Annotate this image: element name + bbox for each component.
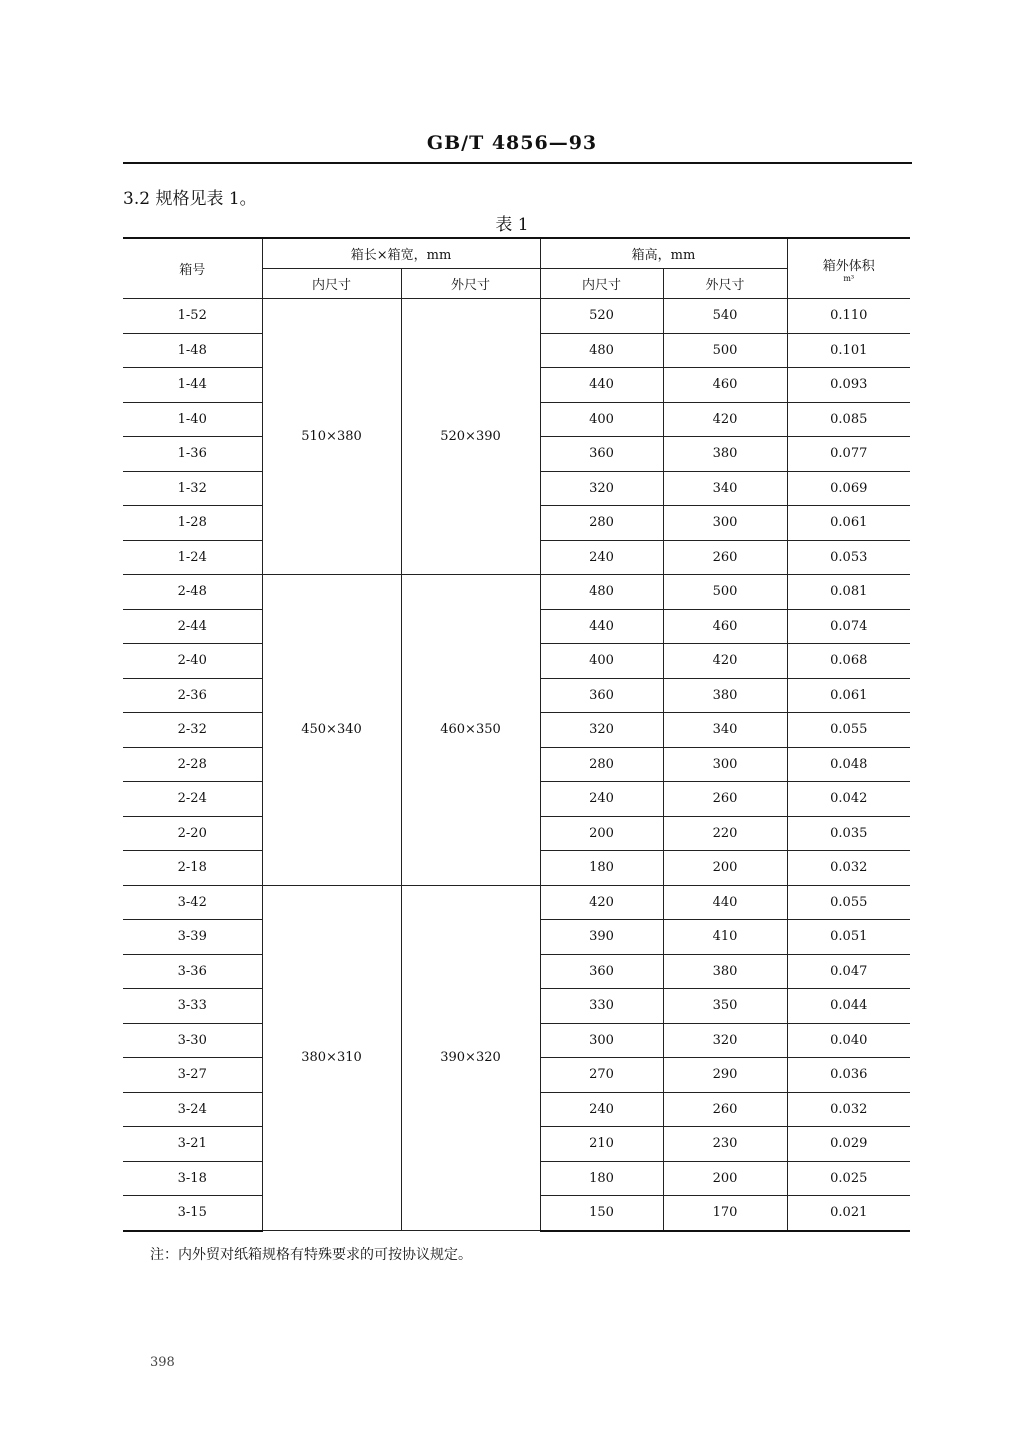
box-no-cell: 1-40	[123, 402, 262, 437]
header-volume	[787, 238, 910, 299]
inner-height-cell: 200	[540, 816, 663, 851]
outer-height-cell: 380	[663, 678, 787, 713]
inner-height-cell: 320	[540, 713, 663, 748]
box-no-cell: 1-52	[123, 299, 262, 334]
volume-cell: 0.021	[787, 1196, 910, 1231]
outer-length-width-cell: 520×390	[401, 299, 540, 575]
box-no-cell: 2-44	[123, 609, 262, 644]
header-volume-unit: m³	[843, 273, 855, 283]
inner-height-cell: 390	[540, 920, 663, 955]
table-note: 注：内外贸对纸箱规格有特殊要求的可按协议规定。	[150, 1247, 472, 1263]
outer-height-cell: 380	[663, 437, 787, 472]
outer-height-cell: 200	[663, 1161, 787, 1196]
inner-length-width-cell: 380×310	[262, 885, 401, 1231]
volume-cell: 0.053	[787, 540, 910, 575]
volume-cell: 0.044	[787, 989, 910, 1024]
volume-cell: 0.032	[787, 1092, 910, 1127]
volume-cell: 0.081	[787, 575, 910, 610]
box-no-cell: 3-21	[123, 1127, 262, 1162]
inner-height-cell: 400	[540, 644, 663, 679]
box-no-cell: 1-36	[123, 437, 262, 472]
inner-height-cell: 300	[540, 1023, 663, 1058]
outer-length-width-cell: 460×350	[401, 575, 540, 886]
outer-height-cell: 460	[663, 609, 787, 644]
volume-cell: 0.101	[787, 333, 910, 368]
box-no-cell: 3-27	[123, 1058, 262, 1093]
volume-cell: 0.077	[787, 437, 910, 472]
header-box-no: 箱号	[123, 238, 262, 299]
table-row	[123, 299, 910, 334]
box-no-cell: 1-24	[123, 540, 262, 575]
inner-height-cell: 180	[540, 1161, 663, 1196]
volume-cell: 0.029	[787, 1127, 910, 1162]
volume-cell: 0.048	[787, 747, 910, 782]
header-outer-h: 外尺寸	[663, 269, 787, 299]
inner-height-cell: 240	[540, 1092, 663, 1127]
inner-height-cell: 150	[540, 1196, 663, 1231]
spec-table	[123, 237, 910, 1232]
box-no-cell: 3-42	[123, 885, 262, 920]
volume-cell: 0.051	[787, 920, 910, 955]
outer-height-cell: 260	[663, 1092, 787, 1127]
inner-height-cell: 480	[540, 575, 663, 610]
inner-height-cell: 240	[540, 540, 663, 575]
outer-height-cell: 500	[663, 575, 787, 610]
box-no-cell: 2-18	[123, 851, 262, 886]
inner-height-cell: 400	[540, 402, 663, 437]
inner-height-cell: 420	[540, 885, 663, 920]
outer-height-cell: 230	[663, 1127, 787, 1162]
box-no-cell: 3-24	[123, 1092, 262, 1127]
inner-height-cell: 440	[540, 368, 663, 403]
header-height: 箱高，mm	[540, 238, 787, 269]
box-no-cell: 3-30	[123, 1023, 262, 1058]
box-no-cell: 2-48	[123, 575, 262, 610]
header-length-width: 箱长×箱宽，mm	[262, 238, 540, 269]
outer-height-cell: 540	[663, 299, 787, 334]
outer-height-cell: 440	[663, 885, 787, 920]
outer-height-cell: 460	[663, 368, 787, 403]
inner-height-cell: 360	[540, 954, 663, 989]
inner-height-cell: 520	[540, 299, 663, 334]
volume-cell: 0.093	[787, 368, 910, 403]
inner-height-cell: 320	[540, 471, 663, 506]
volume-cell: 0.035	[787, 816, 910, 851]
box-no-cell: 2-32	[123, 713, 262, 748]
box-no-cell: 3-39	[123, 920, 262, 955]
box-no-cell: 1-44	[123, 368, 262, 403]
outer-height-cell: 350	[663, 989, 787, 1024]
outer-height-cell: 170	[663, 1196, 787, 1231]
inner-length-width-cell: 450×340	[262, 575, 401, 886]
box-no-cell: 2-36	[123, 678, 262, 713]
inner-height-cell: 240	[540, 782, 663, 817]
outer-height-cell: 200	[663, 851, 787, 886]
standard-number: GB/T 4856—93	[426, 132, 598, 154]
inner-height-cell: 210	[540, 1127, 663, 1162]
volume-cell: 0.061	[787, 678, 910, 713]
outer-height-cell: 420	[663, 644, 787, 679]
box-no-cell: 2-20	[123, 816, 262, 851]
volume-cell: 0.025	[787, 1161, 910, 1196]
inner-height-cell: 280	[540, 747, 663, 782]
box-no-cell: 2-24	[123, 782, 262, 817]
volume-cell: 0.069	[787, 471, 910, 506]
volume-cell: 0.068	[787, 644, 910, 679]
outer-height-cell: 300	[663, 747, 787, 782]
outer-height-cell: 340	[663, 713, 787, 748]
inner-height-cell: 270	[540, 1058, 663, 1093]
inner-height-cell: 480	[540, 333, 663, 368]
volume-cell: 0.055	[787, 713, 910, 748]
outer-height-cell: 220	[663, 816, 787, 851]
outer-height-cell: 410	[663, 920, 787, 955]
inner-length-width-cell: 510×380	[262, 299, 401, 575]
box-no-cell: 2-28	[123, 747, 262, 782]
outer-height-cell: 420	[663, 402, 787, 437]
volume-cell: 0.110	[787, 299, 910, 334]
inner-height-cell: 280	[540, 506, 663, 541]
section-text: 3.2 规格见表 1。	[123, 189, 257, 209]
outer-height-cell: 320	[663, 1023, 787, 1058]
outer-length-width-cell: 390×320	[401, 885, 540, 1231]
header-inner-h: 内尺寸	[540, 269, 663, 299]
box-no-cell: 2-40	[123, 644, 262, 679]
table-caption: 表 1	[495, 215, 529, 235]
box-no-cell: 3-36	[123, 954, 262, 989]
volume-cell: 0.085	[787, 402, 910, 437]
box-no-cell: 1-28	[123, 506, 262, 541]
volume-cell: 0.040	[787, 1023, 910, 1058]
inner-height-cell: 360	[540, 678, 663, 713]
volume-cell: 0.042	[787, 782, 910, 817]
volume-cell: 0.074	[787, 609, 910, 644]
volume-cell: 0.047	[787, 954, 910, 989]
spec-table-body	[123, 299, 910, 1231]
volume-cell: 0.055	[787, 885, 910, 920]
box-no-cell: 1-32	[123, 471, 262, 506]
header-outer-lw: 外尺寸	[401, 269, 540, 299]
outer-height-cell: 260	[663, 782, 787, 817]
outer-height-cell: 260	[663, 540, 787, 575]
box-no-cell: 3-15	[123, 1196, 262, 1231]
outer-height-cell: 500	[663, 333, 787, 368]
inner-height-cell: 440	[540, 609, 663, 644]
volume-cell: 0.032	[787, 851, 910, 886]
inner-height-cell: 360	[540, 437, 663, 472]
table-row	[123, 575, 910, 610]
table-row	[123, 885, 910, 920]
outer-height-cell: 340	[663, 471, 787, 506]
header-volume-label: 箱外体积	[822, 258, 875, 274]
box-no-cell: 3-18	[123, 1161, 262, 1196]
box-no-cell: 1-48	[123, 333, 262, 368]
outer-height-cell: 290	[663, 1058, 787, 1093]
header-inner-lw: 内尺寸	[262, 269, 401, 299]
outer-height-cell: 380	[663, 954, 787, 989]
page-number: 398	[150, 1355, 175, 1370]
inner-height-cell: 180	[540, 851, 663, 886]
volume-cell: 0.036	[787, 1058, 910, 1093]
outer-height-cell: 300	[663, 506, 787, 541]
inner-height-cell: 330	[540, 989, 663, 1024]
box-no-cell: 3-33	[123, 989, 262, 1024]
volume-cell: 0.061	[787, 506, 910, 541]
header-rule	[123, 162, 912, 164]
